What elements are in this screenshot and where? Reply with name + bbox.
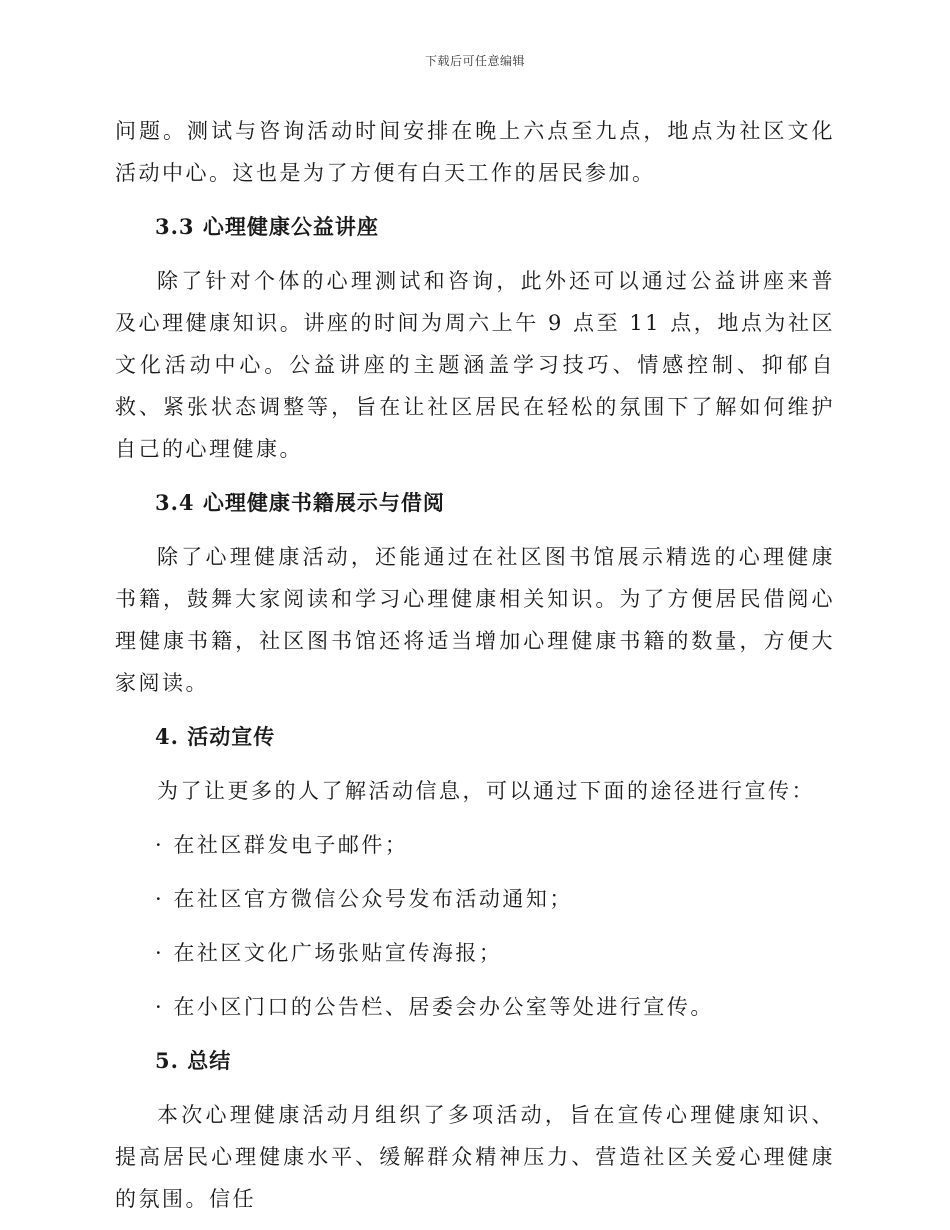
paragraph-summary: 本次心理健康活动月组织了多项活动，旨在宣传心理健康知识、提高居民心理健康水平、缓解群众精神压力、营造社区关爱心理健康的氛围。信任 bbox=[115, 1103, 835, 1211]
spacer bbox=[115, 920, 835, 932]
spacer bbox=[115, 812, 835, 824]
section-heading-3-4: 3.4 心理健康书籍展示与借阅 bbox=[155, 490, 445, 515]
bullet-item: · 在社区官方微信公众号发布活动通知； bbox=[155, 887, 573, 911]
bullet-item: · 在社区文化广场张贴宣传海报； bbox=[155, 941, 503, 965]
bullet-item: · 在社区群发电子邮件； bbox=[155, 833, 409, 857]
spacer bbox=[115, 974, 835, 986]
spacer bbox=[115, 1082, 835, 1094]
spacer bbox=[115, 248, 835, 260]
section-heading-4: 4. 活动宣传 bbox=[155, 724, 276, 749]
bullet-item: · 在小区门口的公告栏、居委会办公室等处进行宣传。 bbox=[155, 995, 714, 1019]
page-header: 下载后可任意编辑 bbox=[424, 54, 525, 68]
spacer bbox=[115, 704, 835, 716]
spacer bbox=[115, 470, 835, 482]
paragraph-promotion: 为了让更多的人了解活动信息，可以通过下面的途径进行宣传： bbox=[157, 779, 815, 803]
spacer bbox=[115, 866, 835, 878]
document-body bbox=[115, 110, 835, 1220]
spacer bbox=[115, 194, 835, 206]
section-heading-5: 5. 总结 bbox=[155, 1048, 232, 1073]
spacer bbox=[115, 758, 835, 770]
paragraph-continuation: 问题。测试与咨询活动时间安排在晚上六点至九点，地点为社区文化活动中心。这也是为了方便有白天工作的居民参加。 bbox=[115, 119, 835, 185]
paragraph-books: 除了心理健康活动，还能通过在社区图书馆展示精选的心理健康书籍，鼓舞大家阅读和学习心理健康相关知识。为了方便居民借阅心理健康书籍，社区图书馆还将适当增加心理健康书籍的数量，方便大家阅读。 bbox=[115, 545, 835, 695]
spacer bbox=[115, 524, 835, 536]
spacer bbox=[115, 1028, 835, 1040]
paragraph-lecture: 除了针对个体的心理测试和咨询，此外还可以通过公益讲座来普及心理健康知识。讲座的时间为周六上午 9 点至 11 点，地点为社区文化活动中心。公益讲座的主题涵盖学习技巧、情感控制、抑郁自救、紧张状态调整等，旨在让社区居民在轻松的氛围下了解如何维护自己的心理健康。 bbox=[115, 269, 835, 461]
section-heading-3-3: 3.3 心理健康公益讲座 bbox=[155, 214, 379, 239]
